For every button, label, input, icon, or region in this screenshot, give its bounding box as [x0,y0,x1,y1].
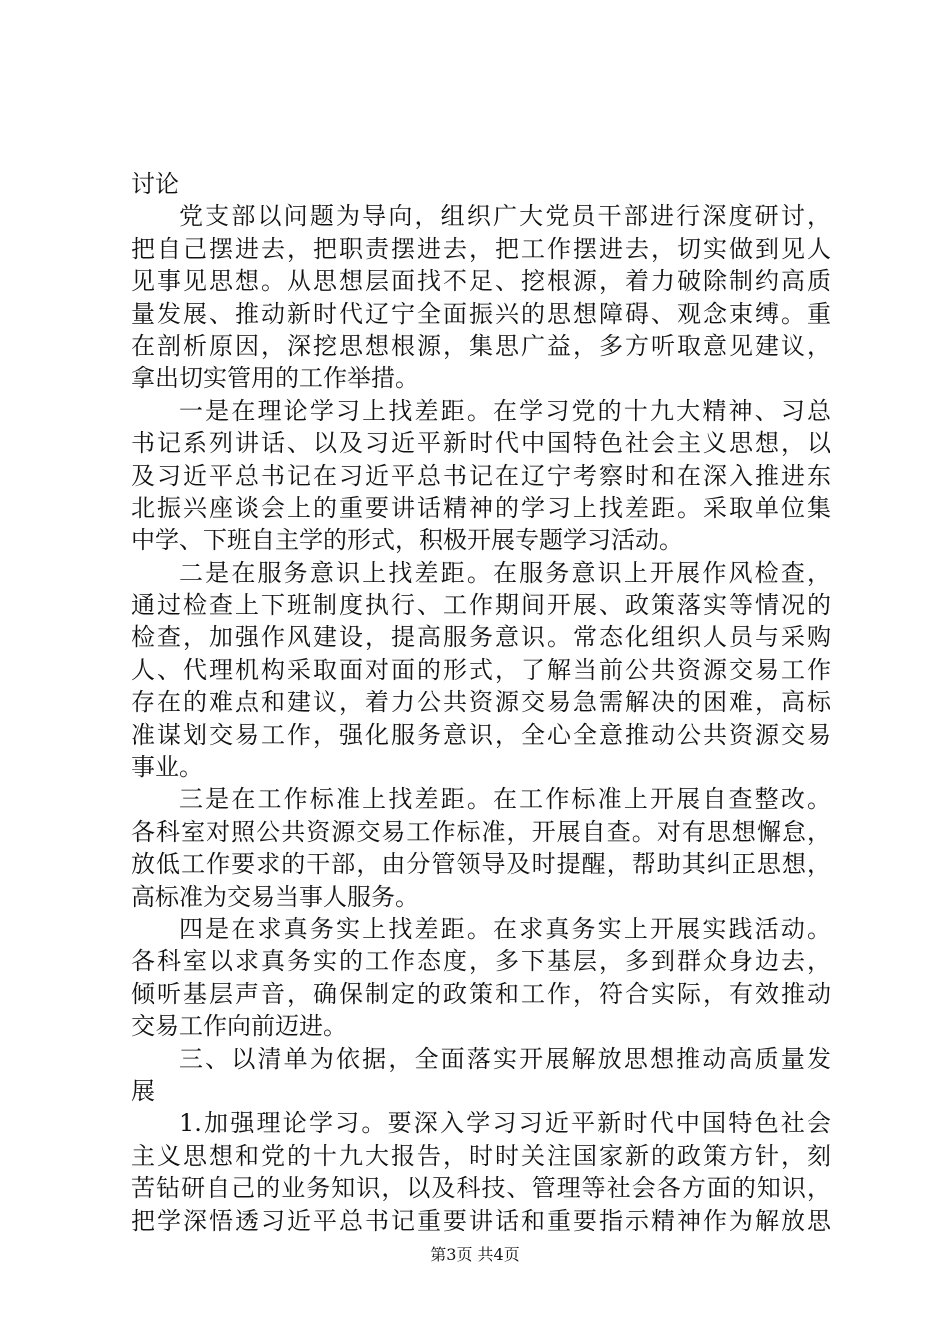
text-line: 苦钻研自己的业务知识，以及科技、管理等社会各方面的知识， [131,1174,831,1203]
text-line: 一是在理论学习上找差距。在学习党的十九大精神、习总 [179,396,831,425]
text-line: 拿出切实管用的工作举措。 [131,364,419,393]
text-line: 四是在求真务实上找差距。在求真务实上开展实践活动。 [179,914,831,943]
text-line: 把自己摆进去，把职责摆进去，把工作摆进去，切实做到见人 [131,234,831,263]
text-line: 存在的难点和建议，着力公共资源交易急需解决的困难，高标 [131,688,831,717]
text-line: 放低工作要求的干部，由分管领导及时提醒，帮助其纠正思想， [131,850,831,879]
text-line: 主义思想和党的十九大报告，时时关注国家新的政策方针，刻 [131,1141,831,1170]
text-line: 见事见思想。从思想层面找不足、挖根源，着力破除制约高质 [131,267,831,296]
text-line: 通过检查上下班制度执行、工作期间开展、政策落实等情况的 [131,591,831,620]
text-line: 二是在服务意识上找差距。在服务意识上开展作风检查， [179,558,831,587]
text-line: 三是在工作标准上找差距。在工作标准上开展自查整改。 [179,785,831,814]
text-line: 各科室对照公共资源交易工作标准，开展自查。对有思想懈怠， [131,817,831,846]
section-heading-line: 展 [131,1076,155,1105]
text-line: 准谋划交易工作，强化服务意识，全心全意推动公共资源交易 [131,720,831,749]
page-number: 第3页 共4页 [430,1245,520,1264]
text-line: 各科室以求真务实的工作态度，多下基层，多到群众身边去， [131,947,831,976]
text-line: 书记系列讲话、以及习近平新时代中国特色社会主义思想，以 [131,429,831,458]
section-heading-line: 三、以清单为依据，全面落实开展解放思想推动高质量发 [179,1044,831,1073]
document-body [131,168,831,1237]
text-line: 讨论 [131,170,179,198]
text-line: 把学深悟透习近平总书记重要讲话和重要指示精神作为解放思 [131,1206,831,1235]
text-line: 党支部以问题为导向，组织广大党员干部进行深度研讨， [179,202,831,231]
text-line: 事业。 [131,753,203,782]
text-line: 北振兴座谈会上的重要讲话精神的学习上找差距。采取单位集 [131,493,831,522]
text-line: 及习近平总书记在习近平总书记在辽宁考察时和在深入推进东 [131,461,831,490]
text-line: 检查，加强作风建设，提高服务意识。常态化组织人员与采购 [131,623,831,652]
text-line: 量发展、推动新时代辽宁全面振兴的思想障碍、观念束缚。重 [131,299,831,328]
text-line: 高标准为交易当事人服务。 [131,882,419,911]
text-line: 倾听基层声音，确保制定的政策和工作，符合实际，有效推动 [131,979,831,1008]
text-line: 在剖析原因，深挖思想根源，集思广益，多方听取意见建议， [131,331,831,360]
text-line: 1.加强理论学习。要深入学习习近平新时代中国特色社会 [179,1109,831,1138]
text-line: 交易工作向前迈进。 [131,1012,347,1041]
text-line: 人、代理机构采取面对面的形式，了解当前公共资源交易工作 [131,655,831,684]
text-line: 中学、下班自主学的形式，积极开展专题学习活动。 [131,526,683,555]
